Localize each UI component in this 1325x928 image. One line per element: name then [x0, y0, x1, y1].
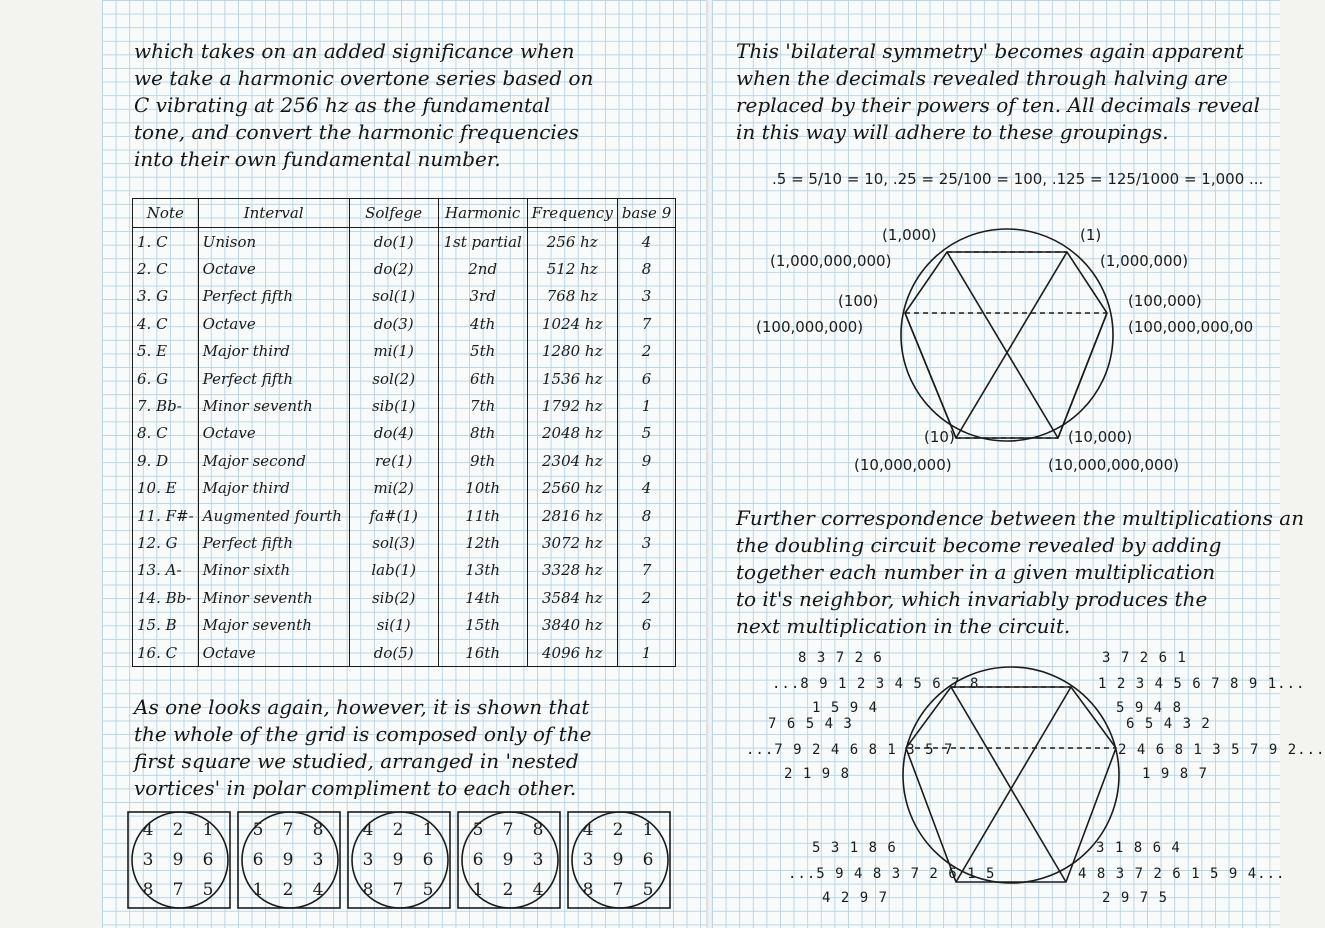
- table-row: [133, 283, 676, 310]
- square-digit: 9: [282, 850, 294, 870]
- label-1000: (1,000): [882, 226, 937, 244]
- note-cell: 1. C: [133, 228, 199, 256]
- vortex-square: [346, 810, 454, 912]
- label-1000000000: (1,000,000,000): [770, 252, 892, 270]
- harmonic-cell: 4th: [438, 310, 527, 337]
- vortex-square: [566, 810, 674, 912]
- interval-cell: Minor seventh: [198, 584, 349, 611]
- base9-cell: 6: [617, 611, 675, 638]
- seq-mid-right-upper: 6 5 4 3 2: [1126, 716, 1211, 732]
- text-line: vortices' in polar compliment to each other.: [134, 776, 577, 800]
- solfege-cell: sol(3): [349, 529, 438, 556]
- seq-top-right-main: 1 2 3 4 5 6 7 8 9 1...: [1098, 676, 1306, 692]
- frequency-cell: 3840 hz: [527, 611, 617, 638]
- base9-cell: 4: [617, 228, 675, 256]
- note-cell: 13. A-: [133, 557, 199, 584]
- base9-cell: 3: [617, 529, 675, 556]
- table-row: [133, 228, 676, 256]
- text-line: first square we studied, arranged in 'nested: [134, 749, 579, 773]
- table-row: [133, 639, 676, 667]
- base9-cell: 1: [617, 639, 675, 667]
- text-line: replaced by their powers of ten. All decimals reveal: [736, 93, 1261, 117]
- square-digit: 6: [202, 850, 214, 870]
- harmonic-cell: 10th: [438, 475, 527, 502]
- seq-top-right-lower: 5 9 4 8: [1116, 700, 1183, 716]
- solfege-cell: mi(2): [349, 475, 438, 502]
- interval-cell: Perfect fifth: [198, 365, 349, 392]
- square-digit: 1: [202, 820, 214, 840]
- text-line: when the decimals revealed through halving are: [736, 66, 1228, 90]
- square-digit: 4: [312, 880, 324, 900]
- frequency-cell: 1280 hz: [527, 338, 617, 365]
- label-100000000000: (100,000,000,00: [1128, 318, 1254, 336]
- frequency-cell: 768 hz: [527, 283, 617, 310]
- text-line: As one looks again, however, it is shown that: [134, 695, 590, 719]
- label-1000000: (1,000,000): [1100, 252, 1189, 270]
- note-cell: 14. Bb-: [133, 584, 199, 611]
- doubling-circuit-diagram: [896, 660, 1126, 890]
- seq-bottom-left-upper: 5 3 1 8 6: [812, 840, 897, 856]
- label-10000000000: (10,000,000,000): [1048, 456, 1179, 474]
- circuit-line: [956, 687, 1071, 882]
- note-cell: 5. E: [133, 338, 199, 365]
- solfege-cell: do(3): [349, 310, 438, 337]
- label-100000000: (100,000,000): [756, 318, 864, 336]
- table-row: [133, 420, 676, 447]
- note-cell: 12. G: [133, 529, 199, 556]
- frequency-cell: 2304 hz: [527, 447, 617, 474]
- harmonic-cell: 15th: [438, 611, 527, 638]
- text-line: Further correspondence between the multiplications an: [736, 506, 1305, 530]
- square-digit: 9: [502, 850, 514, 870]
- table-row: [133, 255, 676, 282]
- seq-top-right-upper: 3 7 2 6 1: [1102, 650, 1187, 666]
- solfege-cell: do(1): [349, 228, 438, 256]
- text-line: the doubling circuit become revealed by adding: [736, 533, 1222, 557]
- frequency-cell: 4096 hz: [527, 639, 617, 667]
- square-digit: 1: [422, 820, 434, 840]
- table-row: [133, 447, 676, 474]
- seq-top-left-lower: 1 5 9 4: [812, 700, 879, 716]
- base9-cell: 7: [617, 310, 675, 337]
- table-row: [133, 392, 676, 419]
- frequency-cell: 3328 hz: [527, 557, 617, 584]
- base9-cell: 1: [617, 392, 675, 419]
- table-row: [133, 584, 676, 611]
- text-line: together each number in a given multiplication: [736, 560, 1216, 584]
- frequency-cell: 1024 hz: [527, 310, 617, 337]
- text-line: into their own fundamental number.: [134, 147, 501, 171]
- square-digit: 1: [472, 880, 484, 900]
- square-digit: 3: [312, 850, 324, 870]
- interval-cell: Unison: [198, 228, 349, 256]
- seq-mid-left-upper: 7 6 5 4 3: [768, 716, 853, 732]
- seq-mid-right-lower: 1 9 8 7: [1142, 766, 1209, 782]
- square-digit: 5: [642, 880, 654, 900]
- note-cell: 16. C: [133, 639, 199, 667]
- text-line: next multiplication in the circuit.: [736, 614, 1071, 638]
- label-100: (100): [838, 292, 879, 310]
- frequency-cell: 2560 hz: [527, 475, 617, 502]
- table-row: [133, 611, 676, 638]
- square-digit: 2: [502, 880, 514, 900]
- table-header-row: [133, 199, 676, 228]
- table-body: [133, 228, 676, 667]
- table-row: [133, 365, 676, 392]
- frequency-cell: 3072 hz: [527, 529, 617, 556]
- harmonic-cell: 2nd: [438, 255, 527, 282]
- solfege-cell: lab(1): [349, 557, 438, 584]
- solfege-cell: sol(1): [349, 283, 438, 310]
- circuit-line: [951, 687, 1066, 882]
- square-digit: 7: [282, 820, 294, 840]
- table-row: [133, 338, 676, 365]
- base9-cell: 7: [617, 557, 675, 584]
- bilateral-symmetry-diagram: [892, 220, 1122, 450]
- table-row: [133, 310, 676, 337]
- harmonic-cell: 7th: [438, 392, 527, 419]
- frequency-cell: 512 hz: [527, 255, 617, 282]
- square-digit: 2: [612, 820, 624, 840]
- frequency-cell: 2048 hz: [527, 420, 617, 447]
- base9-cell: 9: [617, 447, 675, 474]
- note-cell: 7. Bb-: [133, 392, 199, 419]
- interval-cell: Major third: [198, 338, 349, 365]
- square-digit: 4: [142, 820, 154, 840]
- square-digit: 3: [362, 850, 374, 870]
- label-10: (10): [924, 428, 955, 446]
- harmonic-cell: 8th: [438, 420, 527, 447]
- frequency-cell: 1536 hz: [527, 365, 617, 392]
- table-row: [133, 557, 676, 584]
- note-cell: 8. C: [133, 420, 199, 447]
- interval-cell: Octave: [198, 639, 349, 667]
- right-intro-paragraph: [736, 38, 1260, 146]
- square-digit: 1: [642, 820, 654, 840]
- square-digit: 2: [392, 820, 404, 840]
- note-cell: 10. E: [133, 475, 199, 502]
- seq-mid-left-main: ...7 9 2 4 6 8 1 3 5 7: [746, 742, 954, 758]
- square-digit: 7: [172, 880, 184, 900]
- square-digit: 5: [422, 880, 434, 900]
- square-digit: 7: [502, 820, 514, 840]
- square-digit: 7: [612, 880, 624, 900]
- diagram-line: [956, 252, 1067, 438]
- square-digit: 4: [532, 880, 544, 900]
- circuit-hexagon: [906, 687, 1116, 882]
- label-10000000: (10,000,000): [854, 456, 952, 474]
- note-cell: 15. B: [133, 611, 199, 638]
- table-row: [133, 475, 676, 502]
- text-line: we take a harmonic overtone series based on: [134, 66, 594, 90]
- seq-mid-left-lower: 2 1 9 8: [784, 766, 851, 782]
- solfege-cell: mi(1): [349, 338, 438, 365]
- note-cell: 6. G: [133, 365, 199, 392]
- seq-top-left-main: ...8 9 1 2 3 4 5 6 7 8: [772, 676, 980, 692]
- square-digit: 9: [612, 850, 624, 870]
- square-digit: 5: [252, 820, 264, 840]
- square-digit: 8: [532, 820, 544, 840]
- solfege-cell: sib(2): [349, 584, 438, 611]
- square-digit: 3: [532, 850, 544, 870]
- square-digit: 3: [142, 850, 154, 870]
- base9-cell: 3: [617, 283, 675, 310]
- text-line: which takes on an added significance when: [134, 39, 575, 63]
- table-row: [133, 502, 676, 529]
- interval-cell: Octave: [198, 420, 349, 447]
- interval-cell: Minor seventh: [198, 392, 349, 419]
- harmonic-cell: 6th: [438, 365, 527, 392]
- square-digit: 8: [582, 880, 594, 900]
- solfege-cell: si(1): [349, 611, 438, 638]
- solfege-cell: sib(1): [349, 392, 438, 419]
- seq-mid-right-main: 2 4 6 8 1 3 5 7 9 2...: [1118, 742, 1325, 758]
- decimal-powers-line: .5 = 5/10 = 10, .25 = 25/100 = 100, .125 = 125/1000 = 1,000 ...: [772, 170, 1264, 188]
- solfege-cell: do(5): [349, 639, 438, 667]
- harmonic-cell: 9th: [438, 447, 527, 474]
- text-line: to it's neighbor, which invariably produces the: [736, 587, 1208, 611]
- square-digit: 8: [142, 880, 154, 900]
- frequency-cell: 2816 hz: [527, 502, 617, 529]
- right-mid-paragraph: [736, 505, 1304, 640]
- base9-cell: 6: [617, 365, 675, 392]
- square-digit: 2: [282, 880, 294, 900]
- solfege-cell: fa#(1): [349, 502, 438, 529]
- square-digit: 6: [642, 850, 654, 870]
- label-1: (1): [1080, 226, 1102, 244]
- diagram-line: [947, 252, 1058, 438]
- square-digit: 4: [582, 820, 594, 840]
- solfege-cell: do(4): [349, 420, 438, 447]
- square-digit: 6: [422, 850, 434, 870]
- left-outro-paragraph: [134, 694, 591, 802]
- text-line: C vibrating at 256 hz as the fundamental: [134, 93, 551, 117]
- diagram-line: [905, 313, 956, 438]
- note-cell: 11. F#-: [133, 502, 199, 529]
- square-digit: 8: [312, 820, 324, 840]
- seq-bottom-right-lower: 2 9 7 5: [1102, 890, 1169, 906]
- note-cell: 3. G: [133, 283, 199, 310]
- interval-cell: Augmented fourth: [198, 502, 349, 529]
- interval-cell: Minor sixth: [198, 557, 349, 584]
- header-note: Note: [133, 199, 199, 228]
- solfege-cell: do(2): [349, 255, 438, 282]
- left-notebook-page: [102, 0, 708, 928]
- frequency-cell: 256 hz: [527, 228, 617, 256]
- harmonic-cell: 12th: [438, 529, 527, 556]
- square-digit: 3: [582, 850, 594, 870]
- square-digit: 8: [362, 880, 374, 900]
- square-digit: 5: [472, 820, 484, 840]
- interval-cell: Perfect fifth: [198, 529, 349, 556]
- harmonic-cell: 1st partial: [438, 228, 527, 256]
- square-digit: 4: [362, 820, 374, 840]
- label-100000: (100,000): [1128, 292, 1202, 310]
- interval-cell: Octave: [198, 255, 349, 282]
- harmonic-cell: 5th: [438, 338, 527, 365]
- text-line: tone, and convert the harmonic frequencies: [134, 120, 579, 144]
- base9-cell: 5: [617, 420, 675, 447]
- harmonic-series-table: [132, 198, 676, 667]
- square-digit: 9: [172, 850, 184, 870]
- square-digit: 2: [172, 820, 184, 840]
- interval-cell: Major second: [198, 447, 349, 474]
- note-cell: 2. C: [133, 255, 199, 282]
- seq-bottom-left-main: ...5 9 4 8 3 7 2 6 1 5: [788, 866, 996, 882]
- frequency-cell: 3584 hz: [527, 584, 617, 611]
- interval-cell: Major third: [198, 475, 349, 502]
- seq-bottom-right-upper: 3 1 8 6 4: [1096, 840, 1181, 856]
- square-digit: 6: [472, 850, 484, 870]
- square-digit: 9: [392, 850, 404, 870]
- circuit-circle: [903, 667, 1119, 883]
- seq-bottom-right-main: 4 8 3 7 2 6 1 5 9 4...: [1078, 866, 1286, 882]
- base9-cell: 2: [617, 338, 675, 365]
- header-interval: Interval: [198, 199, 349, 228]
- square-digit: 7: [392, 880, 404, 900]
- note-cell: 9. D: [133, 447, 199, 474]
- header-frequency: Frequency: [527, 199, 617, 228]
- harmonic-cell: 14th: [438, 584, 527, 611]
- note-cell: 4. C: [133, 310, 199, 337]
- square-digit: 5: [202, 880, 214, 900]
- header-base9: base 9: [617, 199, 675, 228]
- harmonic-cell: 3rd: [438, 283, 527, 310]
- square-digit: 1: [252, 880, 264, 900]
- harmonic-cell: 16th: [438, 639, 527, 667]
- interval-cell: Perfect fifth: [198, 283, 349, 310]
- table-row: [133, 529, 676, 556]
- frequency-cell: 1792 hz: [527, 392, 617, 419]
- header-harmonic: Harmonic: [438, 199, 527, 228]
- vortex-square: [456, 810, 564, 912]
- solfege-cell: re(1): [349, 447, 438, 474]
- interval-cell: Major seventh: [198, 611, 349, 638]
- seq-bottom-left-lower: 4 2 9 7: [822, 890, 889, 906]
- text-line: This 'bilateral symmetry' becomes again apparent: [736, 39, 1244, 63]
- diagram-hexagon: [905, 252, 1107, 438]
- base9-cell: 4: [617, 475, 675, 502]
- header-solfege: Solfege: [349, 199, 438, 228]
- base9-cell: 2: [617, 584, 675, 611]
- vortex-square: [126, 810, 234, 912]
- square-digit: 6: [252, 850, 264, 870]
- harmonic-cell: 13th: [438, 557, 527, 584]
- interval-cell: Octave: [198, 310, 349, 337]
- diagram-line: [1058, 313, 1107, 438]
- seq-top-left-upper: 8 3 7 2 6: [798, 650, 883, 666]
- solfege-cell: sol(2): [349, 365, 438, 392]
- base9-cell: 8: [617, 255, 675, 282]
- harmonic-cell: 11th: [438, 502, 527, 529]
- left-intro-paragraph: [134, 38, 593, 173]
- right-notebook-page: [712, 0, 1325, 928]
- diagram-circle: [901, 229, 1113, 441]
- text-line: the whole of the grid is composed only of the: [134, 722, 592, 746]
- base9-cell: 8: [617, 502, 675, 529]
- label-10000: (10,000): [1068, 428, 1133, 446]
- text-line: in this way will adhere to these groupings.: [736, 120, 1169, 144]
- vortex-square: [236, 810, 344, 912]
